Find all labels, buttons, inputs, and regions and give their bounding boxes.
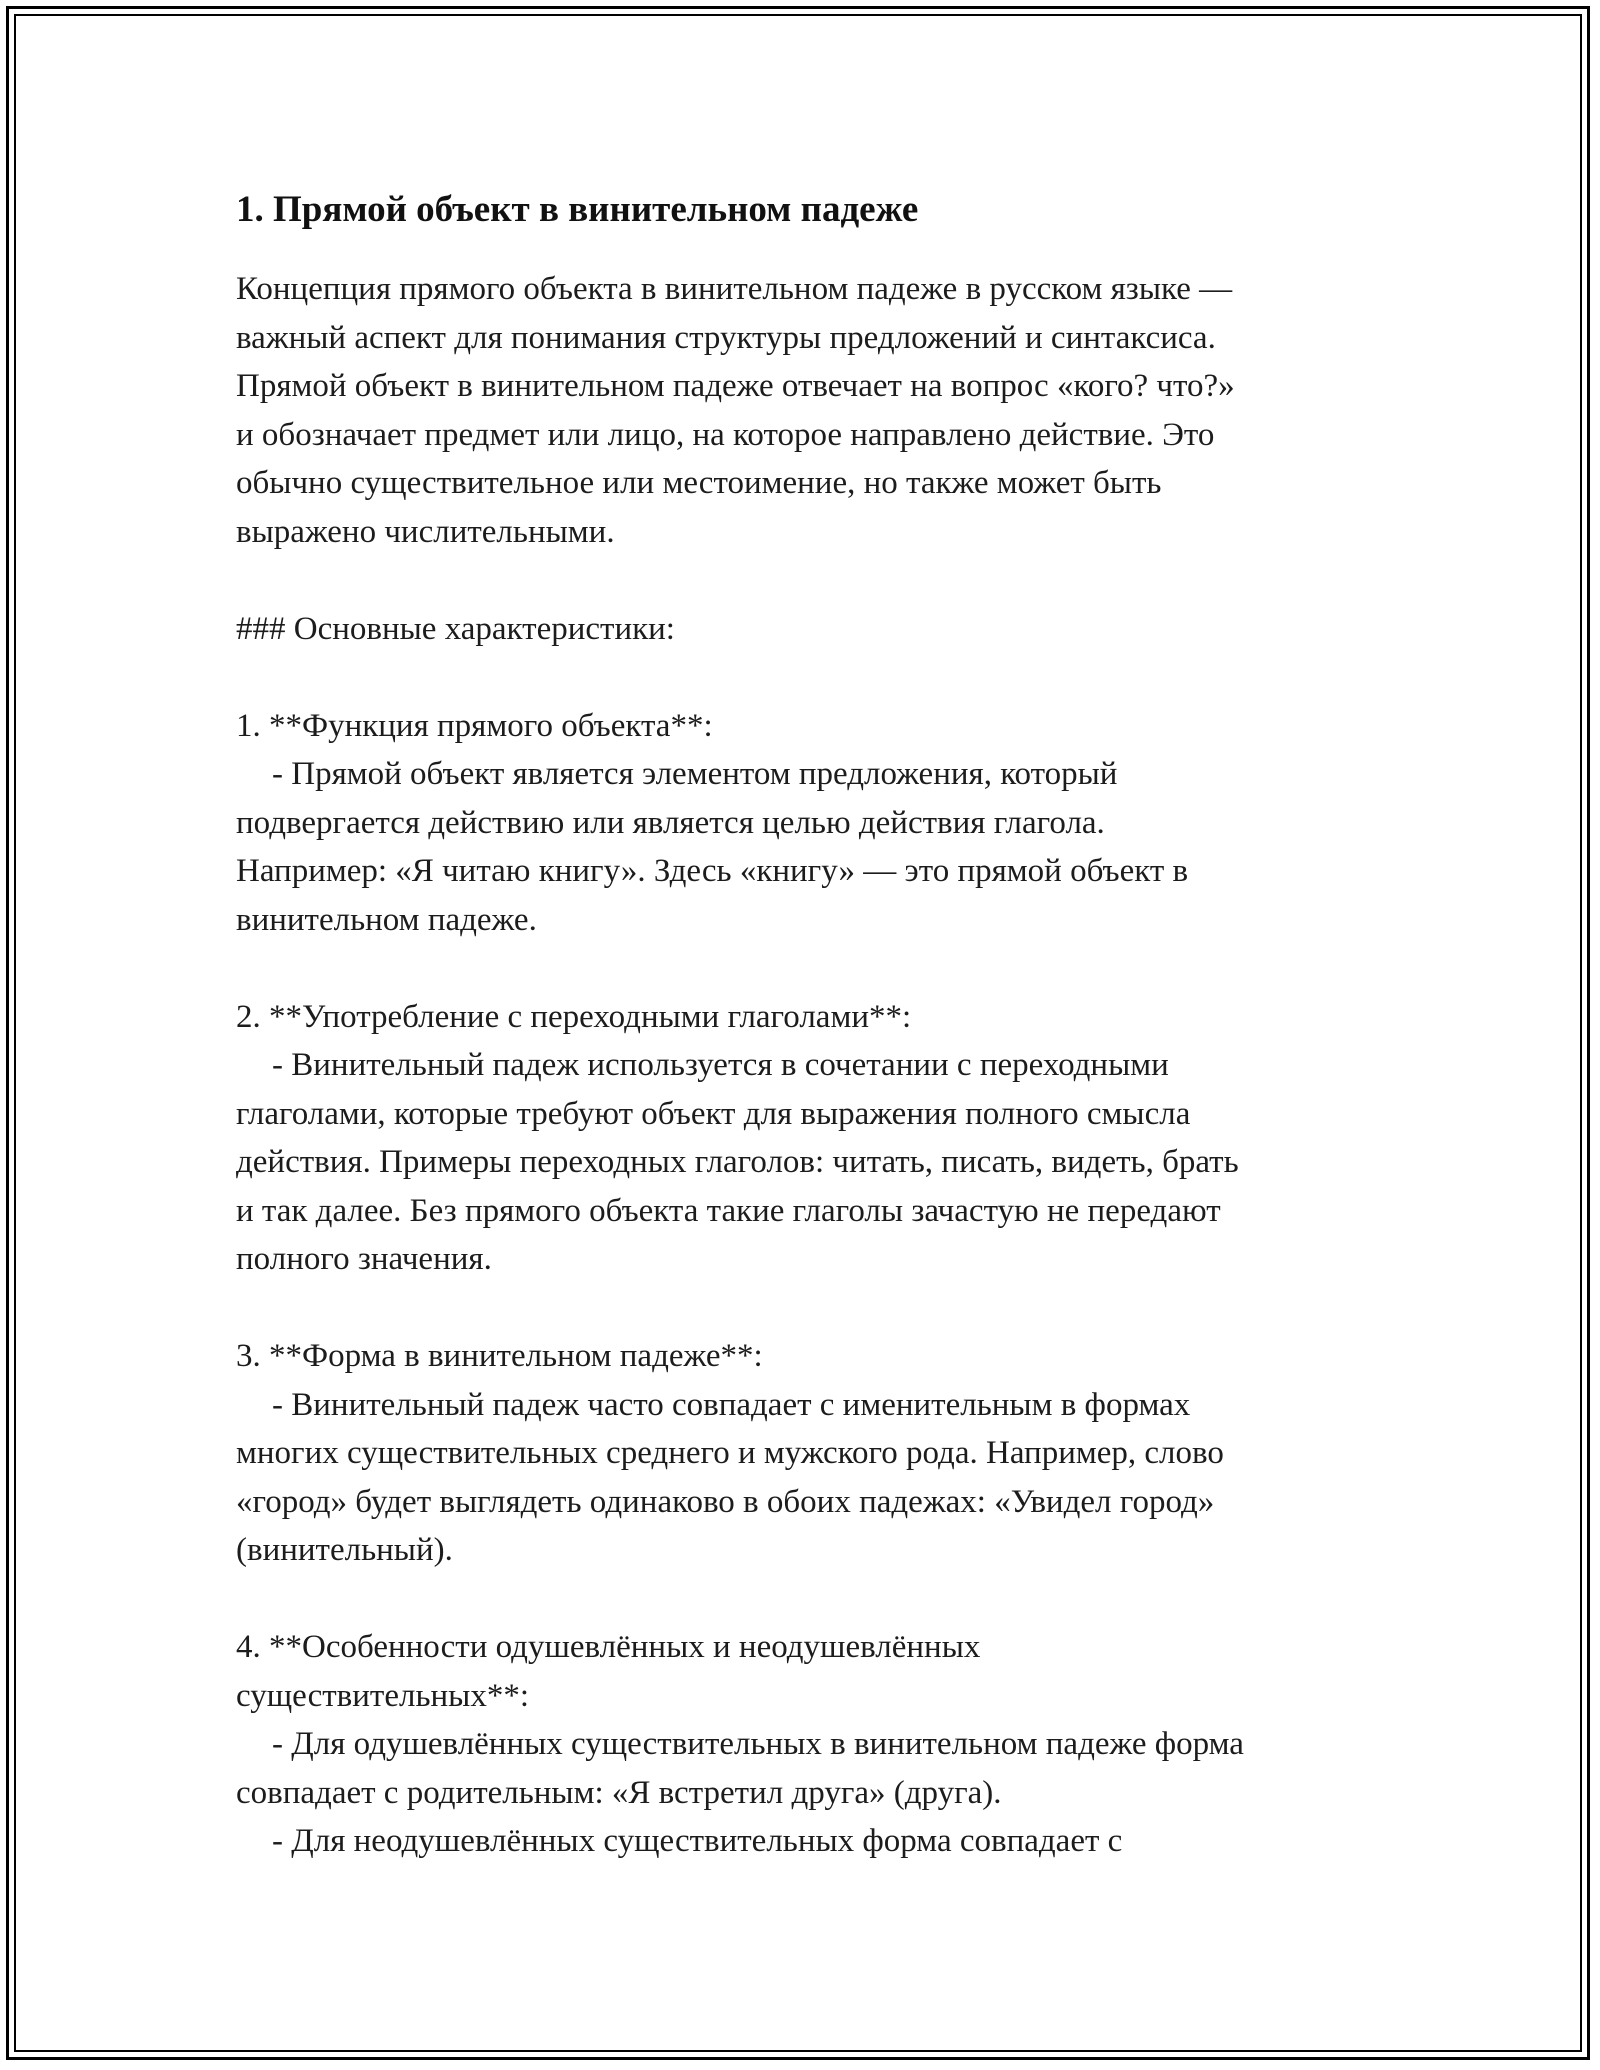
list-item-bullet: - Для неодушевлённых существительных форма совпадает с bbox=[272, 1823, 1123, 1859]
list-item-text: глаголами, которые требуют объект для выражения полного смысла действия. Примеры переходных глаголов: читать, писать, видеть, брать и так далее. Без прямого объекта такие глаголы зачастую не передают полного значения. bbox=[236, 1095, 1239, 1277]
list-item-title: 4. **Особенности одушевлённых и неодушевлённых существительных**: bbox=[236, 1629, 981, 1714]
list-item-title: 2. **Употребление с переходными глаголами**: bbox=[236, 998, 912, 1035]
section-heading: 1. Прямой объект в винительном падеже bbox=[236, 189, 919, 230]
list-item-bullet: - Прямой объект является элементом предложения, который bbox=[272, 756, 1118, 792]
spacer bbox=[236, 1284, 1376, 1333]
characteristics-subheading: ### Основные характеристики: bbox=[236, 610, 675, 647]
document-body bbox=[236, 186, 1376, 1866]
list-item-title: 3. **Форма в винительном падеже**: bbox=[236, 1338, 763, 1374]
list-item-text: совпадает с родительным: «Я встретил друга» (друга). bbox=[236, 1774, 1002, 1811]
intro-paragraph: Концепция прямого объекта в винительном падеже в русском языке — важный аспект для понимания структуры предложений и синтаксиса. Прямой объект в винительном падеже отвечает на вопрос «кого? что?» и обозначает предмет или лицо, на которое направлено действие. Это обычно существительное или местоимение, но также может быть выражено числительными. bbox=[236, 271, 1235, 550]
list-item-bullet: - Для одушевлённых существительных в винительном падеже форма bbox=[272, 1726, 1244, 1762]
list-item-bullet: - Винительный падеж используется в сочетании с переходными bbox=[272, 1047, 1169, 1083]
list-item-text: многих существительных среднего и мужского рода. Например, слово «город» будет выглядеть одинаково в обоих падежах: «Увидел город» (винительный). bbox=[236, 1435, 1224, 1568]
spacer bbox=[236, 653, 1376, 702]
spacer bbox=[236, 556, 1376, 605]
list-item-text: подвергается действию или является целью действия глагола. Например: «Я читаю книгу». Здесь «книгу» — это прямой объект в винительном падеже. bbox=[236, 804, 1189, 938]
list-item-bullet: - Винительный падеж часто совпадает с именительным в формах bbox=[272, 1386, 1191, 1423]
spacer bbox=[236, 1575, 1376, 1624]
list-item-title: 1. **Функция прямого объекта**: bbox=[236, 707, 713, 744]
spacer bbox=[236, 944, 1376, 993]
